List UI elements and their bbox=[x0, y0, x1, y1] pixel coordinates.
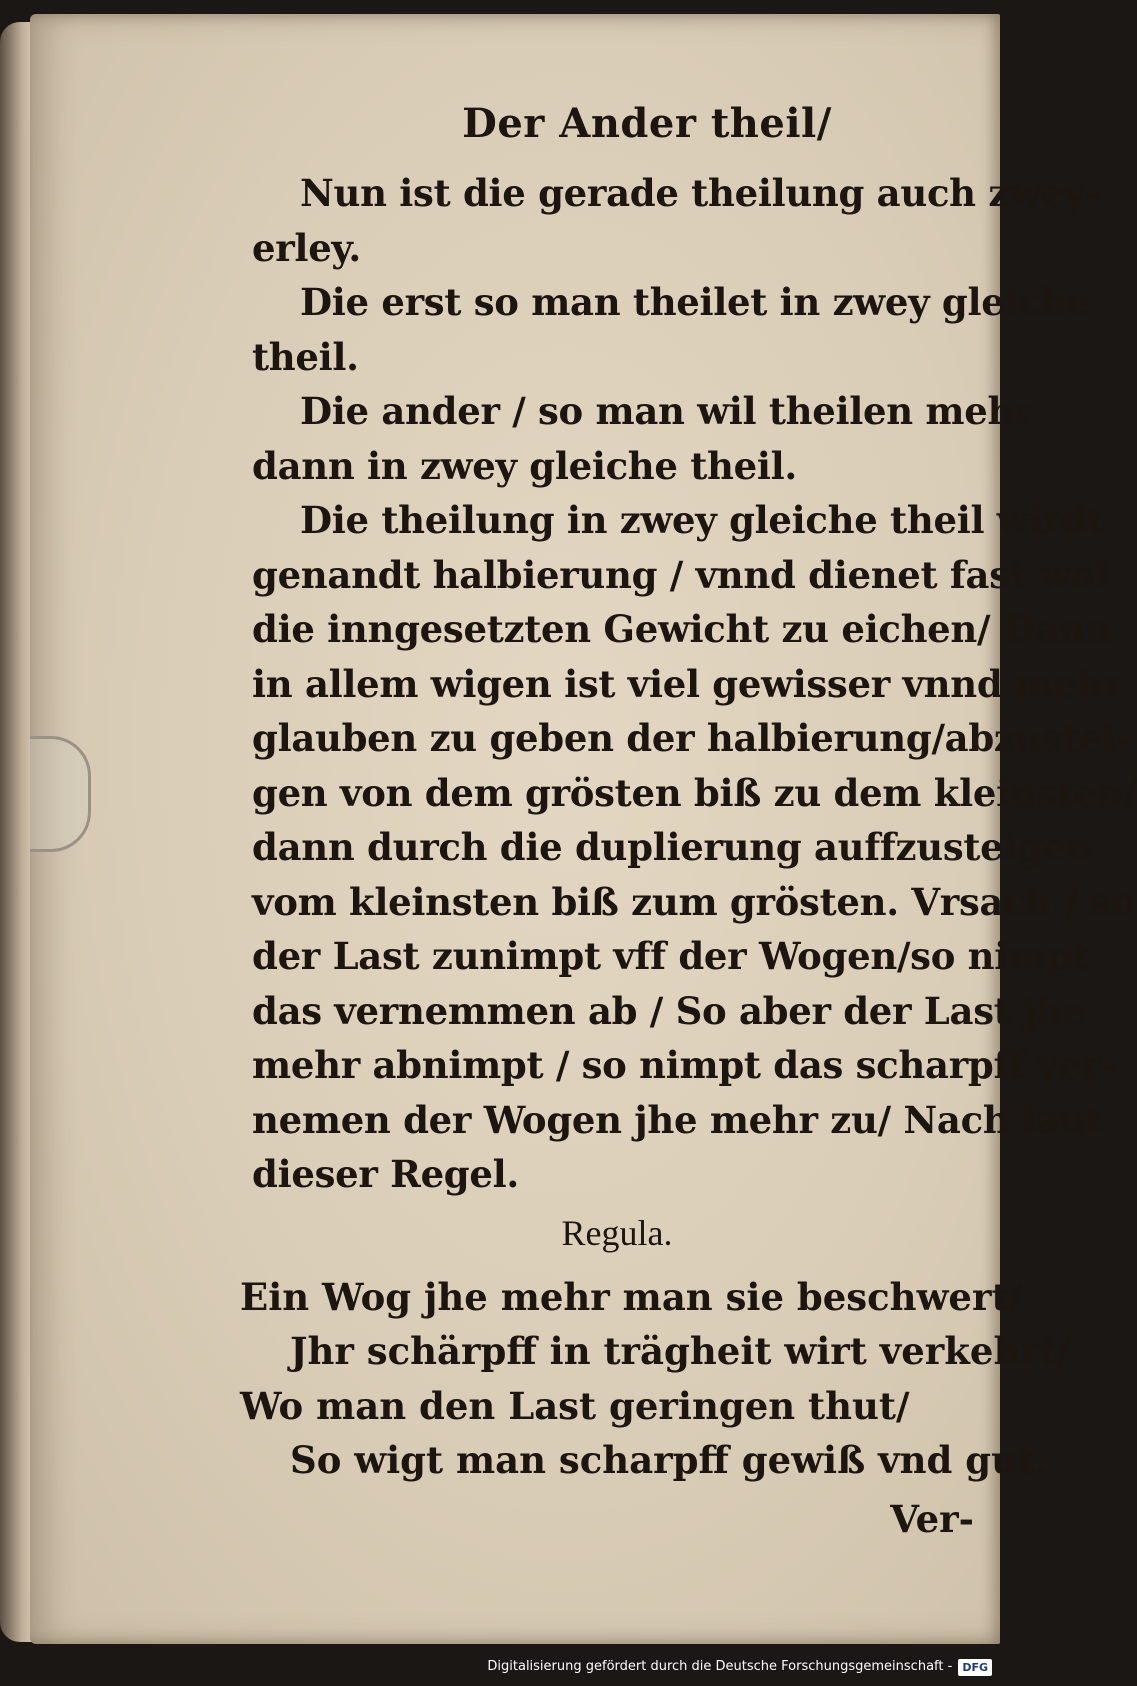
text-line: vom kleinsten biß zum grösten. Vrsach / so bbox=[252, 879, 1136, 924]
text-line: genandt halbierung / vnnd dienet fast wol bbox=[252, 552, 1109, 597]
book-page bbox=[30, 14, 1137, 1644]
text-line: in allem wigen ist viel gewisser vnnd mehr bbox=[252, 661, 1123, 706]
text-line: dann in zwey gleiche theil. bbox=[252, 443, 797, 488]
text-line: die inngesetzten Gewicht zu eichen/ Dann bbox=[252, 607, 1112, 651]
verse-line: Jhr schärpff in trägheit wirt verkehrt/ bbox=[290, 1329, 1071, 1373]
running-head: Der Ander theil/ bbox=[462, 100, 832, 147]
paragraph-2 bbox=[252, 275, 1091, 384]
verse-line: Ein Wog jhe mehr man sie beschwert/ bbox=[240, 1274, 1023, 1319]
verse-block bbox=[240, 1270, 1071, 1488]
text-line: der Last zunimpt vff der Wogen/so nimpt bbox=[252, 934, 1090, 978]
paragraph-4 bbox=[252, 493, 1137, 1202]
text-line: dann durch die duplierung auffzusteigen bbox=[252, 825, 1093, 869]
verse-line: So wigt man scharpff gewiß vnd gut. bbox=[290, 1438, 1048, 1482]
text-line: das vernemmen ab / So aber der Last jhe bbox=[252, 988, 1087, 1033]
text-line: nemen der Wogen jhe mehr zu/ Nach laut bbox=[252, 1097, 1103, 1142]
bookmark-clip bbox=[30, 736, 91, 852]
text-line: mehr abnimpt / so nimpt das scharpff ver- bbox=[252, 1043, 1116, 1087]
regula-heading: Regula. bbox=[561, 1212, 673, 1253]
paragraph-1 bbox=[252, 166, 1101, 275]
digitization-credit bbox=[487, 1652, 992, 1682]
text-line: Nun ist die gerade theilung auch zwey- bbox=[300, 171, 1101, 215]
catchword: Ver- bbox=[890, 1496, 974, 1541]
dfg-logo-icon: DFG bbox=[958, 1659, 992, 1676]
text-line: gen von dem grösten biß zu dem kleinsten/ bbox=[252, 770, 1137, 815]
text-line: Die ander / so man wil theilen mehr bbox=[300, 389, 1034, 433]
page-text bbox=[240, 94, 1137, 1546]
text-line: theil. bbox=[252, 334, 359, 379]
text-line: Die erst so man theilet in zwey gleiche bbox=[300, 280, 1091, 324]
text-line: glauben zu geben der halbierung/abzustei- bbox=[252, 716, 1131, 760]
text-line: Die theilung in zwey gleiche theil wirdt bbox=[300, 498, 1104, 542]
text-line: dieser Regel. bbox=[252, 1152, 519, 1196]
verse-line: Wo man den Last geringen thut/ bbox=[240, 1383, 910, 1428]
credit-text: Digitalisierung gefördert durch die Deutsche Forschungsgemeinschaft - bbox=[487, 1659, 953, 1674]
paragraph-3 bbox=[252, 384, 1034, 493]
text-line: erley. bbox=[252, 225, 361, 270]
